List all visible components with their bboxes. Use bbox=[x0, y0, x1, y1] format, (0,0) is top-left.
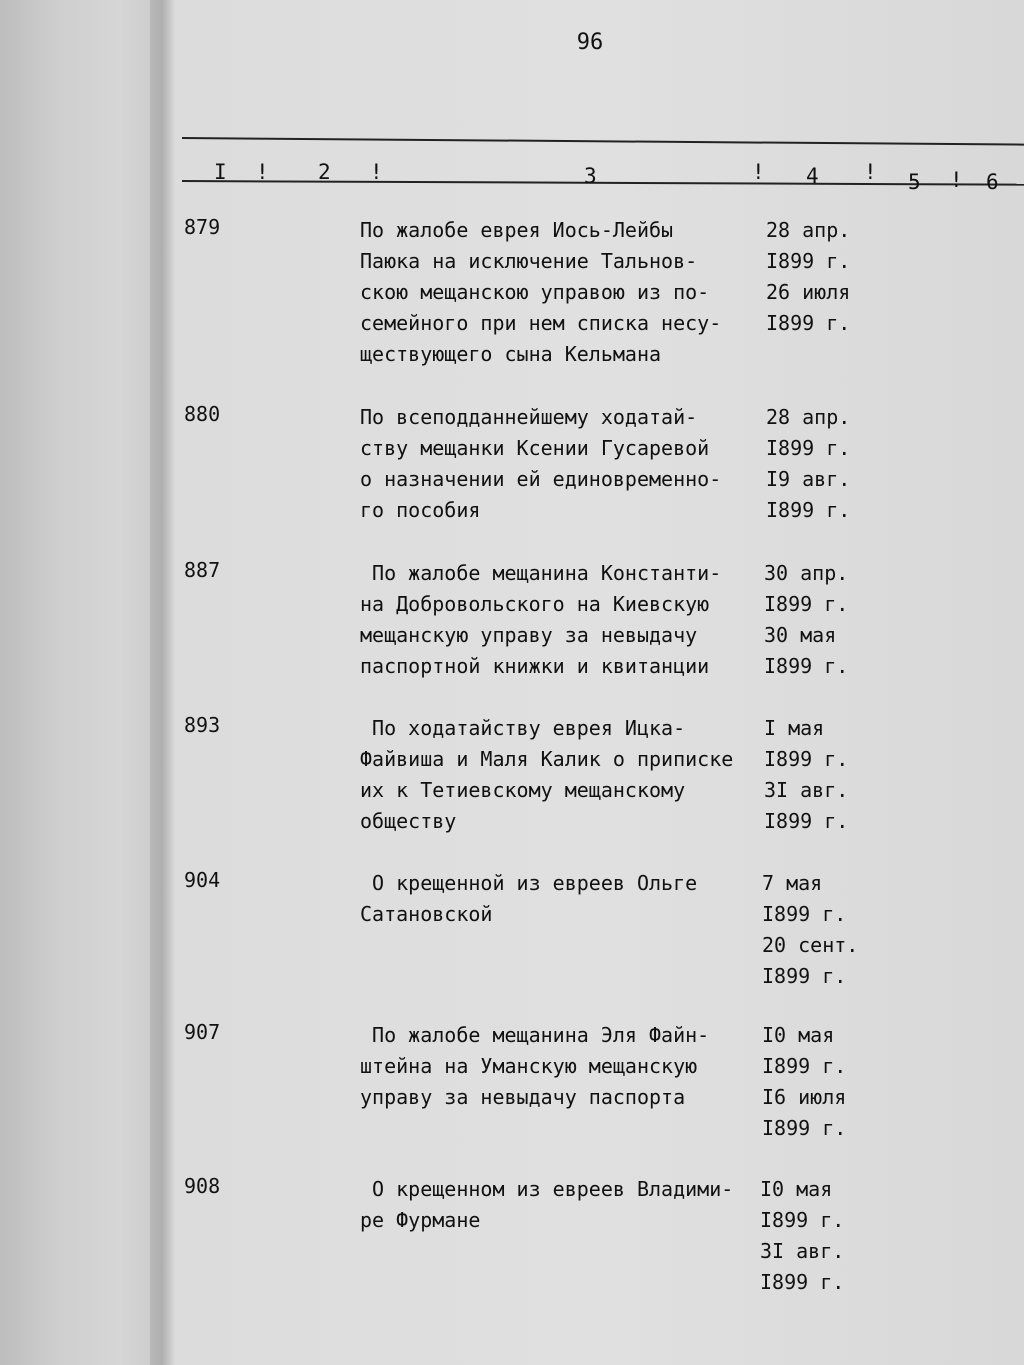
case-dates bbox=[766, 402, 850, 526]
case-description bbox=[360, 215, 760, 370]
date-line: I899 г. bbox=[766, 498, 851, 522]
date-line: I899 г. bbox=[760, 1208, 845, 1232]
date-line: I899 г. bbox=[762, 902, 847, 926]
date-line: 3I авг. bbox=[760, 1239, 845, 1263]
date-line: I899 г. bbox=[760, 1270, 845, 1294]
description-line: их к Тетиевскому мещанскому bbox=[360, 778, 686, 802]
description-line: на Добровольского на Киевскую bbox=[360, 592, 710, 616]
header-col-5: 5 bbox=[908, 170, 921, 194]
case-dates bbox=[764, 713, 848, 837]
description-line: скою мещанскою управою из по- bbox=[360, 280, 710, 304]
date-line: I6 июля bbox=[762, 1085, 847, 1109]
case-description bbox=[360, 402, 760, 526]
case-number: 908 bbox=[184, 1174, 221, 1198]
case-dates bbox=[760, 1174, 844, 1298]
description-line: управу за невыдачу паспорта bbox=[360, 1085, 686, 1109]
header-col-1: I bbox=[214, 160, 227, 184]
date-line: 26 июля bbox=[766, 280, 851, 304]
description-line: мещанскую управу за невыдачу bbox=[360, 623, 698, 647]
date-line: I899 г. bbox=[764, 654, 849, 678]
case-description bbox=[360, 558, 760, 682]
date-line: 30 мая bbox=[764, 623, 837, 647]
case-number: 880 bbox=[184, 402, 221, 426]
date-line: I899 г. bbox=[766, 249, 851, 273]
date-line: I0 мая bbox=[760, 1177, 833, 1201]
table-header-rule bbox=[182, 180, 1024, 186]
case-number: 893 bbox=[184, 713, 221, 737]
header-col-6: 6 bbox=[986, 170, 999, 194]
date-line: I мая bbox=[764, 716, 825, 740]
date-line: I0 мая bbox=[762, 1023, 835, 1047]
description-line: О крещенной из евреев Ольге bbox=[360, 871, 698, 895]
description-line: семейного при нем списка несу- bbox=[360, 311, 722, 335]
case-description bbox=[360, 713, 760, 837]
date-line: 20 сент. bbox=[762, 933, 859, 957]
description-line: По всеподданнейшему ходатай- bbox=[360, 405, 698, 429]
description-line: штейна на Уманскую мещанскую bbox=[360, 1054, 698, 1078]
date-line: I899 г. bbox=[764, 592, 849, 616]
header-separator: ! bbox=[370, 160, 383, 184]
book-gutter bbox=[150, 0, 176, 1365]
description-line: го пособия bbox=[360, 498, 481, 522]
date-line: I899 г. bbox=[762, 1054, 847, 1078]
page-number: 96 bbox=[576, 30, 604, 55]
date-line: 7 мая bbox=[762, 871, 823, 895]
description-line: ре Фурмане bbox=[360, 1208, 481, 1232]
date-line: I899 г. bbox=[766, 436, 851, 460]
date-line: I899 г. bbox=[762, 1116, 847, 1140]
case-dates bbox=[766, 215, 850, 339]
date-line: 28 апр. bbox=[766, 405, 851, 429]
date-line: I899 г. bbox=[764, 809, 849, 833]
description-line: обществу bbox=[360, 809, 457, 833]
date-line: 30 апр. bbox=[764, 561, 849, 585]
date-line: I899 г. bbox=[766, 311, 851, 335]
case-dates bbox=[764, 558, 848, 682]
case-number: 887 bbox=[184, 558, 221, 582]
description-line: Паюка на исключение Тальнов- bbox=[360, 249, 698, 273]
header-separator: ! bbox=[950, 168, 963, 192]
description-line: ществующего сына Кельмана bbox=[360, 342, 662, 366]
case-description bbox=[360, 1020, 760, 1113]
description-line: По ходатайству еврея Ицка- bbox=[360, 716, 686, 740]
header-separator: ! bbox=[864, 160, 877, 184]
case-number: 879 bbox=[184, 215, 221, 239]
date-line: I899 г. bbox=[764, 747, 849, 771]
header-col-4: 4 bbox=[806, 164, 819, 188]
description-line: По жалобе мещанина Эля Файн- bbox=[360, 1023, 710, 1047]
date-line: I899 г. bbox=[762, 964, 847, 988]
description-line: о назначении ей единовременно- bbox=[360, 467, 722, 491]
case-dates bbox=[762, 1020, 846, 1144]
case-description bbox=[360, 868, 760, 930]
description-line: паспортной книжки и квитанции bbox=[360, 654, 710, 678]
table-top-rule bbox=[182, 137, 1024, 146]
description-line: Сатановской bbox=[360, 902, 493, 926]
case-description bbox=[360, 1174, 760, 1236]
date-line: 28 апр. bbox=[766, 218, 851, 242]
case-number: 904 bbox=[184, 868, 221, 892]
header-separator: ! bbox=[256, 160, 269, 184]
case-number: 907 bbox=[184, 1020, 221, 1044]
description-line: Файвиша и Маля Калик о приписке bbox=[360, 747, 734, 771]
date-line: 3I авг. bbox=[764, 778, 849, 802]
date-line: I9 авг. bbox=[766, 467, 851, 491]
header-col-3: 3 bbox=[584, 164, 597, 188]
description-line: О крещенном из евреев Владими- bbox=[360, 1177, 734, 1201]
case-dates bbox=[762, 868, 858, 992]
header-col-2: 2 bbox=[318, 160, 331, 184]
description-line: По жалобе мещанина Константи- bbox=[360, 561, 722, 585]
description-line: По жалобе еврея Иось-Лейбы bbox=[360, 218, 674, 242]
description-line: ству мещанки Ксении Гусаревой bbox=[360, 436, 710, 460]
header-separator: ! bbox=[752, 160, 765, 184]
